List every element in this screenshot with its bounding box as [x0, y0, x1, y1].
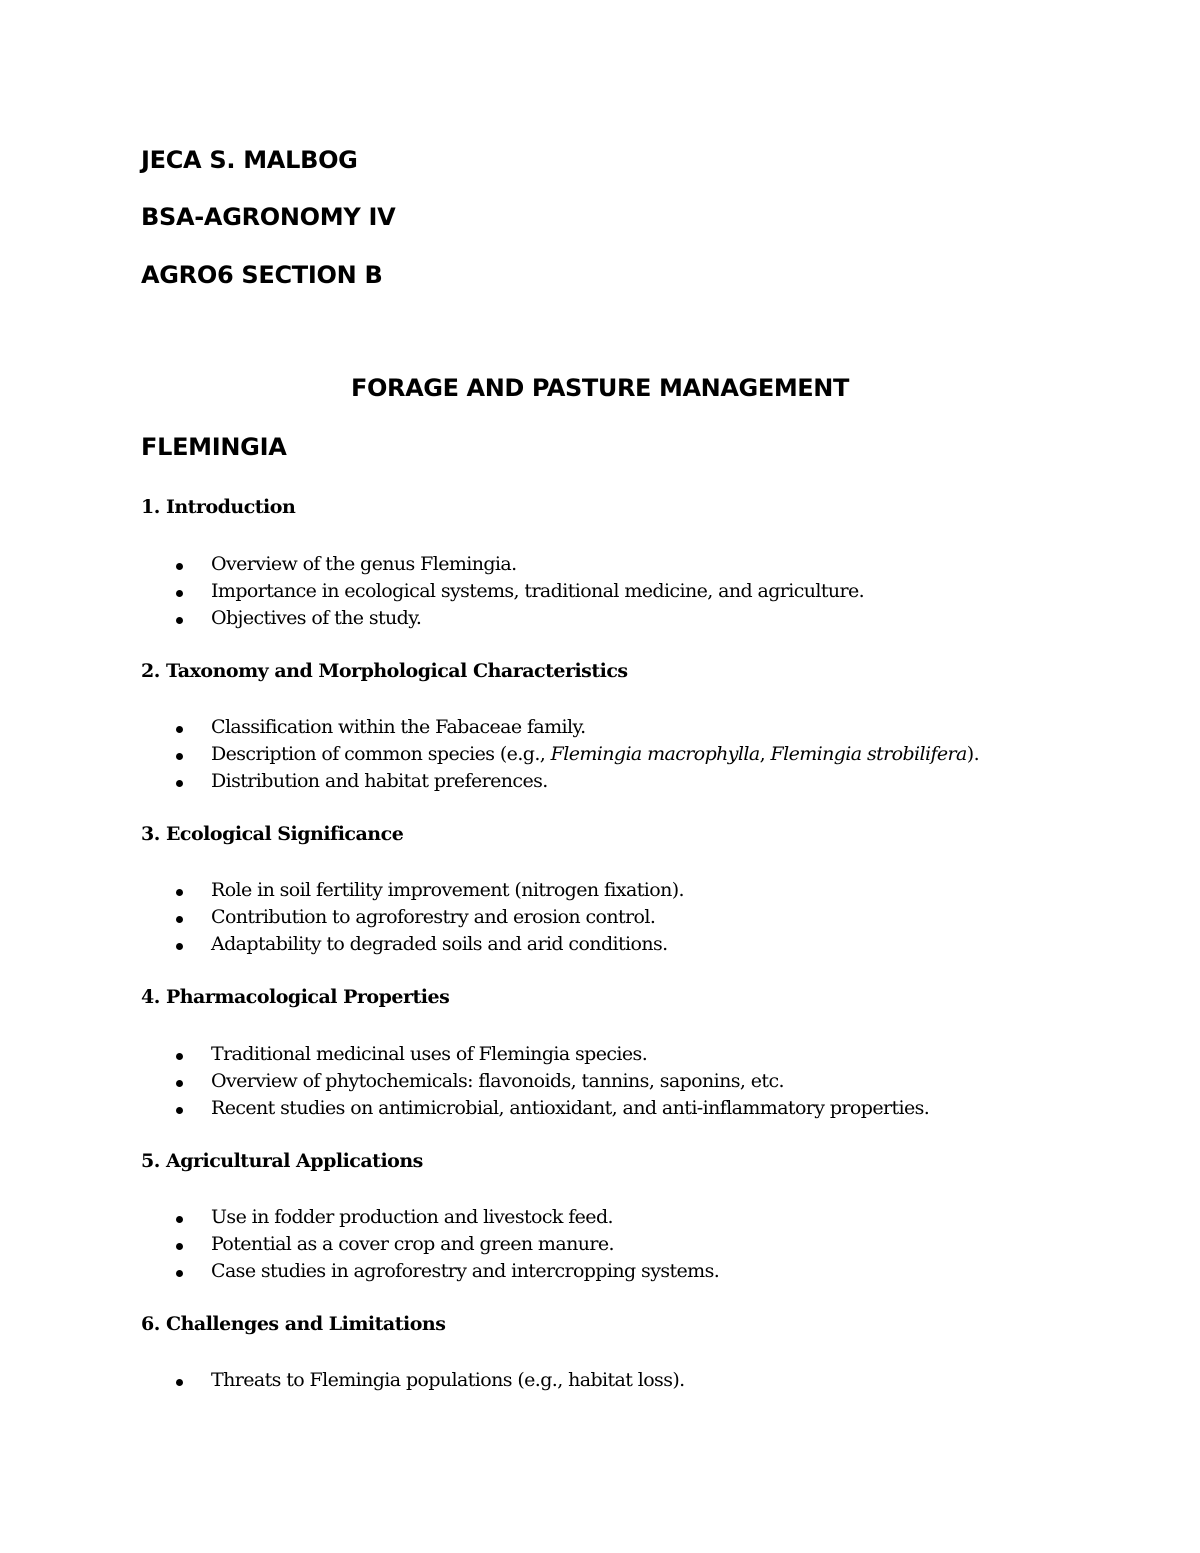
bullet-icon	[176, 1053, 183, 1060]
bullet-icon	[176, 943, 183, 950]
section-heading-agricultural: 5. Agricultural Applications	[141, 1150, 423, 1172]
list-item: Traditional medicinal uses of Flemingia species.	[141, 1041, 929, 1068]
document-subtitle: FLEMINGIA	[141, 433, 287, 461]
list-item: Role in soil fertility improvement (nitrogen fixation).	[141, 877, 684, 904]
challenges-list	[141, 1367, 685, 1394]
section-heading-pharmacological: 4. Pharmacological Properties	[141, 986, 450, 1008]
bullet-icon	[176, 916, 183, 923]
bullet-icon	[176, 753, 183, 760]
section-heading-ecological: 3. Ecological Significance	[141, 823, 404, 845]
list-item: Distribution and habitat preferences.	[141, 768, 979, 795]
bullet-icon	[176, 1379, 183, 1386]
list-item: Description of common species (e.g., Flemingia macrophylla, Flemingia strobilifera).	[141, 741, 979, 768]
agricultural-list	[141, 1204, 719, 1285]
list-item: Use in fodder production and livestock feed.	[141, 1204, 719, 1231]
ecological-list	[141, 877, 684, 958]
bullet-icon	[176, 780, 183, 787]
bullet-icon	[176, 889, 183, 896]
list-item: Overview of the genus Flemingia.	[141, 551, 864, 578]
bullet-icon	[176, 1080, 183, 1087]
document-title: FORAGE AND PASTURE MANAGEMENT	[351, 374, 849, 402]
section-heading-challenges: 6. Challenges and Limitations	[141, 1313, 446, 1335]
introduction-list	[141, 551, 864, 632]
bullet-icon	[176, 726, 183, 733]
species-name: Flemingia strobilifera	[770, 743, 967, 765]
section-heading-taxonomy: 2. Taxonomy and Morphological Characteristics	[141, 660, 628, 682]
taxonomy-list	[141, 714, 979, 795]
pharmacological-list	[141, 1041, 929, 1122]
list-item: Recent studies on antimicrobial, antioxidant, and anti-inflammatory properties.	[141, 1095, 929, 1122]
list-item: Overview of phytochemicals: flavonoids, tannins, saponins, etc.	[141, 1068, 929, 1095]
list-item: Case studies in agroforestry and intercropping systems.	[141, 1258, 719, 1285]
bullet-icon	[176, 1107, 183, 1114]
list-item: Contribution to agroforestry and erosion control.	[141, 904, 684, 931]
course-section: AGRO6 SECTION B	[141, 261, 383, 289]
author-name: JECA S. MALBOG	[141, 146, 358, 174]
list-item: Threats to Flemingia populations (e.g., habitat loss).	[141, 1367, 685, 1394]
program-year: BSA-AGRONOMY IV	[141, 203, 396, 231]
bullet-icon	[176, 1270, 183, 1277]
bullet-icon	[176, 1216, 183, 1223]
list-item: Classification within the Fabaceae family.	[141, 714, 979, 741]
bullet-icon	[176, 590, 183, 597]
list-item: Importance in ecological systems, traditional medicine, and agriculture.	[141, 578, 864, 605]
bullet-icon	[176, 617, 183, 624]
species-name: Flemingia macrophylla	[550, 743, 760, 765]
bullet-icon	[176, 1243, 183, 1250]
list-item: Potential as a cover crop and green manure.	[141, 1231, 719, 1258]
list-item: Adaptability to degraded soils and arid conditions.	[141, 931, 684, 958]
section-heading-introduction: 1. Introduction	[141, 496, 296, 518]
bullet-icon	[176, 563, 183, 570]
list-item: Objectives of the study.	[141, 605, 864, 632]
